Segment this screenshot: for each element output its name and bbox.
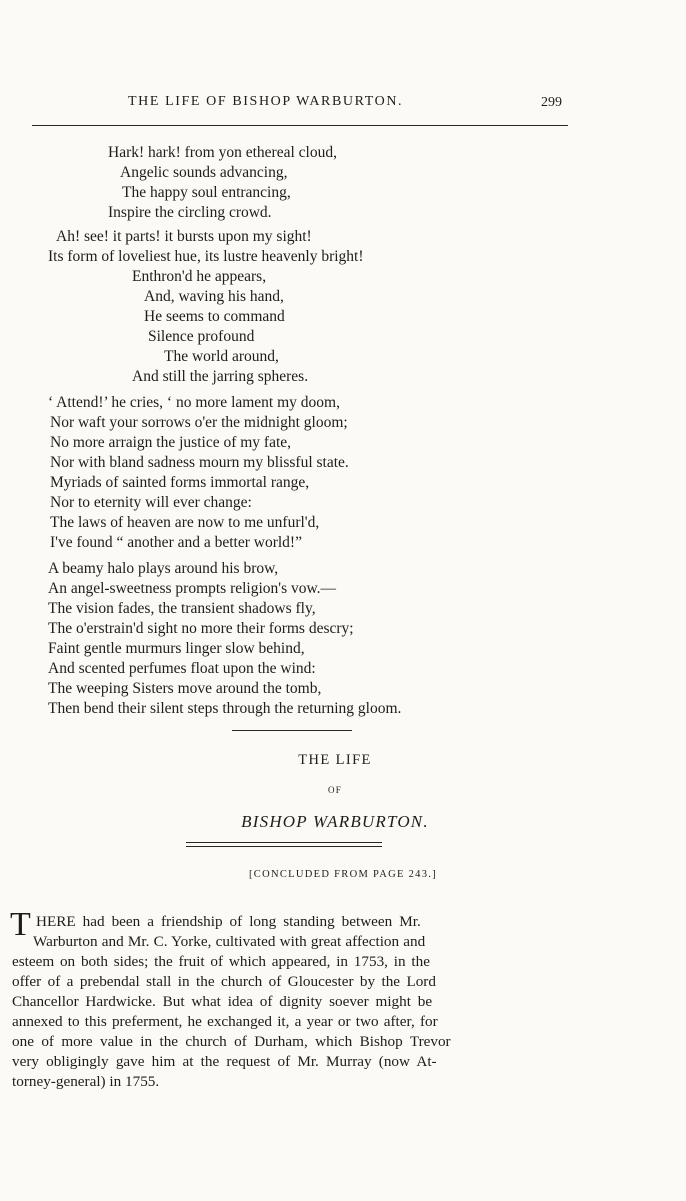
poem-line: Faint gentle murmurs linger slow behind, bbox=[48, 640, 305, 657]
poem-line: Enthron'd he appears, bbox=[132, 268, 267, 285]
section-divider bbox=[232, 730, 352, 731]
paragraph-line: annexed to this preferment, he exchanged it, a year or two after, for bbox=[12, 1013, 438, 1030]
poem-line: Nor with bland sadness mourn my blissful state. bbox=[50, 454, 349, 471]
poem-line: The happy soul entrancing, bbox=[122, 184, 291, 201]
poem-line: I've found “ another and a better world!” bbox=[50, 534, 302, 551]
paragraph-line: one of more value in the church of Durham, which Bishop Trevor bbox=[12, 1033, 451, 1050]
poem-line: An angel-sweetness prompts religion's vow.— bbox=[48, 580, 337, 597]
article-title-of: OF bbox=[328, 785, 342, 795]
poem-line: ‘ Attend!’ he cries, ‘ no more lament my doom, bbox=[48, 394, 340, 411]
paragraph-line: torney-general) in 1755. bbox=[12, 1073, 160, 1090]
paragraph-line: Warburton and Mr. C. Yorke, cultivated with great affection and bbox=[33, 933, 426, 950]
running-title: THE LIFE OF BISHOP WARBURTON. bbox=[128, 94, 404, 109]
paragraph-line: HERE had been a friendship of long standing between Mr. bbox=[36, 913, 421, 930]
poem-line: Nor waft your sorrows o'er the midnight gloom; bbox=[50, 414, 348, 431]
poem-line: He seems to command bbox=[144, 308, 285, 325]
title-double-rule bbox=[186, 842, 382, 847]
header-rule bbox=[32, 125, 568, 126]
paragraph-line: esteem on both sides; the fruit of which appeared, in 1753, in the bbox=[12, 953, 430, 970]
poem-line: The world around, bbox=[164, 348, 279, 365]
poem-line: And still the jarring spheres. bbox=[132, 368, 309, 385]
poem-line: Ah! see! it parts! it bursts upon my sight! bbox=[56, 228, 312, 245]
page-number: 299 bbox=[541, 95, 562, 110]
poem-line: Its form of loveliest hue, its lustre heavenly bright! bbox=[48, 248, 364, 265]
poem-line: And scented perfumes float upon the wind: bbox=[48, 660, 316, 677]
poem-line: The weeping Sisters move around the tomb, bbox=[48, 680, 322, 697]
drop-cap: T bbox=[10, 906, 31, 943]
paragraph-line: offer of a prebendal stall in the church of Gloucester by the Lord bbox=[12, 973, 436, 990]
poem-line: Silence profound bbox=[148, 328, 255, 345]
poem-line: Nor to eternity will ever change: bbox=[50, 494, 252, 511]
poem-line: Myriads of sainted forms immortal range, bbox=[50, 474, 310, 491]
poem-line: A beamy halo plays around his brow, bbox=[48, 560, 279, 577]
article-title: THE LIFE bbox=[298, 752, 372, 768]
paragraph-line: Chancellor Hardwicke. But what idea of dignity soever might be bbox=[12, 993, 433, 1010]
concluded-note: [CONCLUDED FROM PAGE 243.] bbox=[248, 869, 437, 880]
poem-line: No more arraign the justice of my fate, bbox=[50, 434, 292, 451]
article-title-subject: BISHOP WARBURTON. bbox=[241, 812, 429, 831]
poem-line: Inspire the circling crowd. bbox=[108, 204, 272, 221]
poem-line: And, waving his hand, bbox=[144, 288, 284, 305]
poem-line: The laws of heaven are now to me unfurl'd, bbox=[50, 514, 320, 531]
paragraph-line: very obligingly gave him at the request of Mr. Murray (now At- bbox=[12, 1053, 437, 1070]
running-header bbox=[0, 92, 686, 116]
poem-line: Hark! hark! from yon ethereal cloud, bbox=[108, 144, 337, 161]
poem-line: The o'erstrain'd sight no more their forms descry; bbox=[48, 620, 354, 637]
poem-line: The vision fades, the transient shadows fly, bbox=[48, 600, 316, 617]
poem-line: Then bend their silent steps through the returning gloom. bbox=[48, 700, 402, 717]
poem-line: Angelic sounds advancing, bbox=[120, 164, 288, 181]
